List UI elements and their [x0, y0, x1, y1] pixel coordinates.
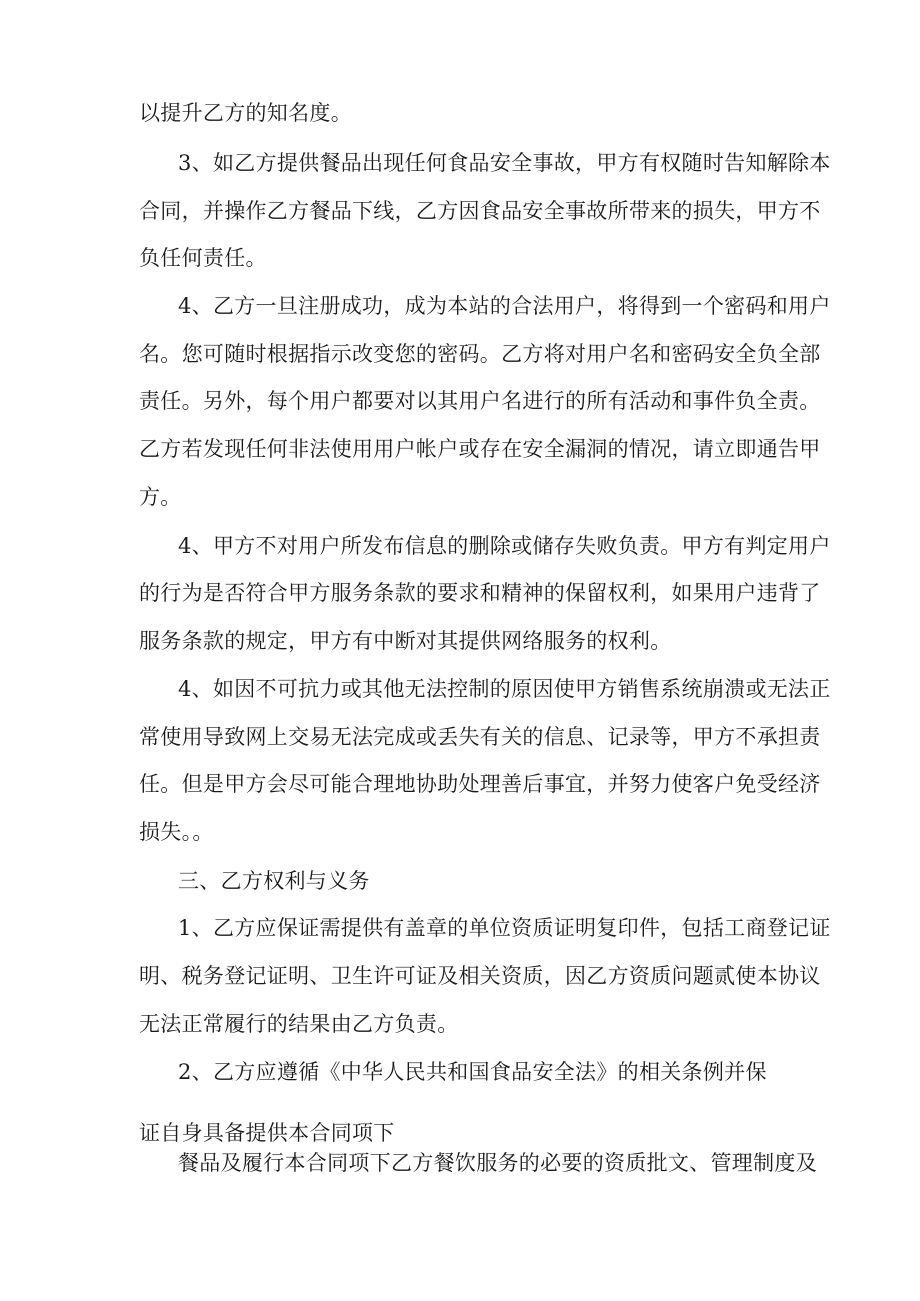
text-line: 餐品及履行本合同项下乙方餐饮服务的必要的资质批文、管理制度及: [178, 1151, 817, 1175]
text-line: 明、税务登记证明、卫生许可证及相关资质，因乙方资质问题贰使本协议: [139, 964, 821, 988]
section-heading: 三、乙方权利与义务: [178, 869, 370, 893]
text-line: 方。: [139, 485, 182, 509]
text-line: 责任。另外，每个用户都要对以其用户名进行的所有活动和事件负全责。: [139, 389, 821, 413]
text-line: 名。您可随时根据指示改变您的密码。乙方将对用户名和密码安全负全部: [139, 342, 821, 366]
text-line: 任。但是甲方会尽可能合理地协助处理善后事宜，并努力使客户免受经济: [139, 772, 821, 796]
text-line: 4、甲方不对用户所发布信息的删除或储存失败负责。甲方有判定用户: [178, 534, 831, 558]
text-line: 4、如因不可抗力或其他无法控制的原因使甲方销售系统崩溃或无法正: [178, 677, 831, 701]
text-line: 3、如乙方提供餐品出现任何食品安全事故，甲方有权随时告知解除本: [178, 151, 831, 175]
text-line: 证自身具备提供本合同项下: [139, 1121, 395, 1145]
text-line: 的行为是否符合甲方服务条款的要求和精神的保留权利，如果用户违背了: [139, 581, 821, 605]
text-line: 负任何责任。: [139, 246, 267, 270]
text-line: 乙方若发现任何非法使用用户帐户或存在安全漏洞的情况，请立即通告甲: [139, 437, 821, 461]
text-line: 常使用导致网上交易无法完成或丢失有关的信息、记录等，甲方不承担责: [139, 725, 821, 749]
text-line: 无法正常履行的结果由乙方负责。: [139, 1012, 459, 1036]
text-line: 服务条款的规定，甲方有中断对其提供网络服务的权利。: [139, 629, 672, 653]
text-line: 以提升乙方的知名度。: [139, 101, 352, 125]
text-line: 损失。。: [139, 820, 214, 844]
text-line: 1、乙方应保证需提供有盖章的单位资质证明复印件，包括工商登记证: [178, 916, 831, 940]
text-line: 合同，并操作乙方餐品下线，乙方因食品安全事故所带来的损失，甲方不: [139, 199, 821, 223]
text-line: 4、乙方一旦注册成功，成为本站的合法用户，将得到一个密码和用户: [178, 294, 831, 318]
text-line: 2、乙方应遵循《中华人民共和国食品安全法》的相关条例并保: [178, 1060, 767, 1084]
